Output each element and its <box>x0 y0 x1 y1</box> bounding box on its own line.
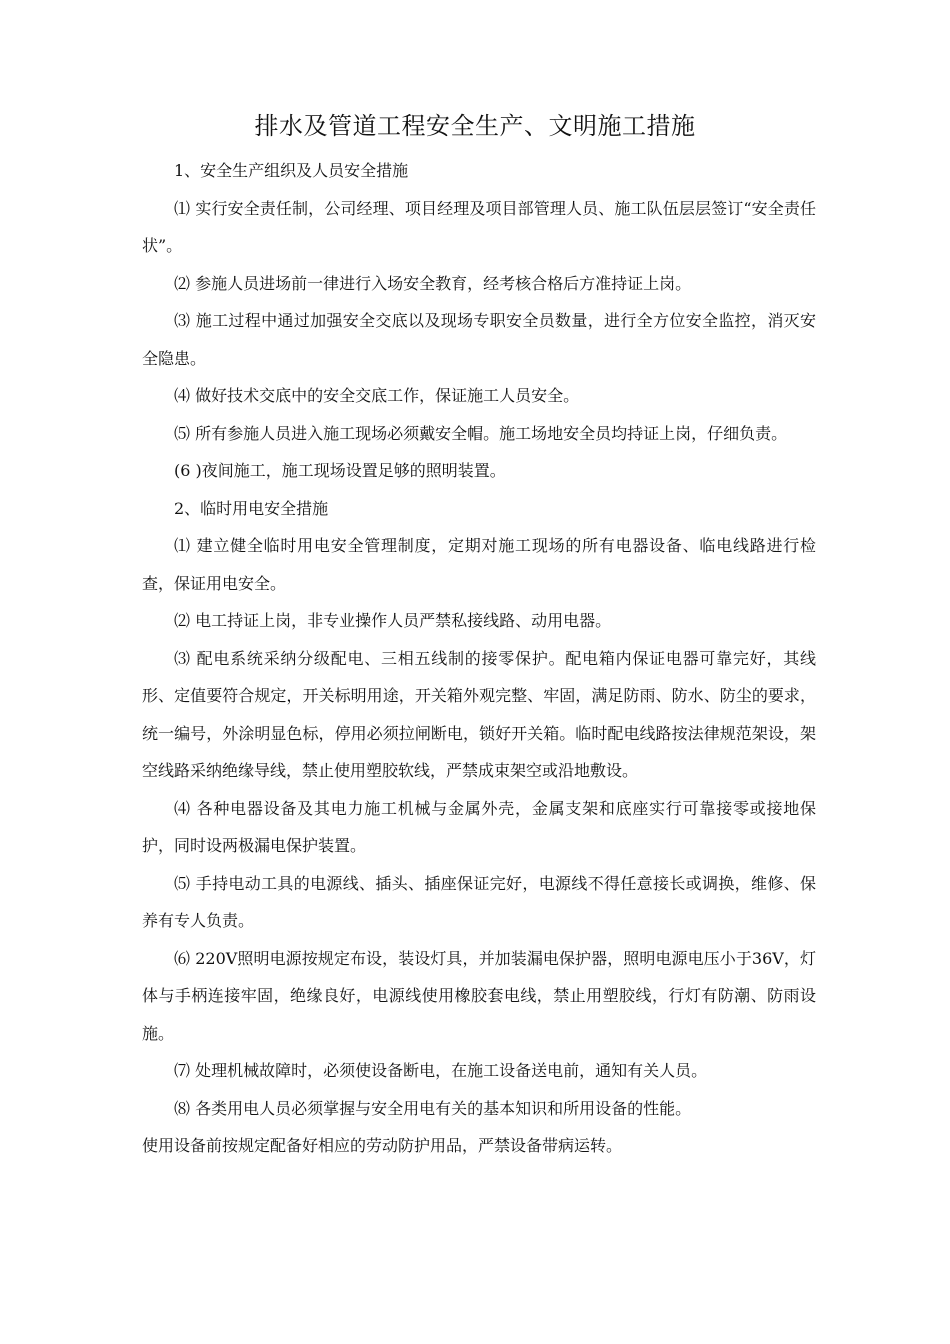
paragraph: ⑸ 所有参施人员进入施工现场必须戴安全帽。施工场地安全员均持证上岗，仔细负责。 <box>174 423 788 443</box>
paragraph: ⑷ 做好技术交底中的安全交底工作，保证施工人员安全。 <box>174 386 580 405</box>
paragraph: ⑴ 建立健全临时用电安全管理制度，定期对施工现场的所有电器设备、临电线路进行检查，保证用电安全。 <box>142 536 816 593</box>
paragraph: ⑹ 220V照明电源按规定布设，装设灯具，并加装漏电保护器，照明电源电压小于36V，灯体与手柄连接牢固，绝缘良好，电源线使用橡胶套电线，禁止用塑胶线，行灯有防潮、防雨设施。 <box>142 948 816 1043</box>
paragraph: ⑻ 各类用电人员必须掌握与安全用电有关的基本知识和所用设备的性能。 <box>174 1098 692 1118</box>
paragraph: ⑵ 参施人员进场前一律进行入场安全教育，经考核合格后方准持证上岗。 <box>174 273 692 293</box>
paragraph: ⑶ 配电系统采纳分级配电、三相五线制的接零保护。配电箱内保证电器可靠完好，其线形、定值要符合规定，开关标明用途，开关箱外观完整、牢固，满足防雨、防水、防尘的要求，统一编号，外涂明显色标，停用必须拉闸断电，锁好开关箱。临时配电线路按法律规范架设，架空线路采纳绝缘导线，禁止使用塑胶软线，严禁成束架空或沿地敷设。 <box>142 648 816 780</box>
document-title: 排水及管道工程安全生产、文明施工措施 <box>254 112 696 140</box>
paragraph: ⑴ 实行安全责任制，公司经理、项目经理及项目部管理人员、施工队伍层层签订“安全责任状”。 <box>142 198 816 255</box>
paragraph: ⑵ 电工持证上岗，非专业操作人员严禁私接线路、动用电器。 <box>174 611 612 630</box>
paragraph: ⑸ 手持电动工具的电源线、插头、插座保证完好，电源线不得任意接长或调换，维修、保养有专人负责。 <box>142 873 816 930</box>
document-body <box>142 152 816 1165</box>
paragraph: ⑶ 施工过程中通过加强安全交底以及现场专职安全员数量，进行全方位安全监控，消灭安全隐患。 <box>142 311 816 368</box>
paragraph: 使用设备前按规定配备好相应的劳动防护用品，严禁设备带病运转。 <box>142 1136 623 1155</box>
paragraph: ⑺ 处理机械故障时，必须使设备断电，在施工设备送电前，通知有关人员。 <box>174 1061 708 1080</box>
section-heading-temporary-electricity: 2、临时用电安全措施 <box>174 498 329 518</box>
paragraph: (6 )夜间施工，施工现场设置足够的照明装置。 <box>174 461 506 480</box>
paragraph: ⑷ 各种电器设备及其电力施工机械与金属外壳，金属支架和底座实行可靠接零或接地保护，同时设两极漏电保护装置。 <box>142 798 816 855</box>
section-heading-safety-organization: 1、安全生产组织及人员安全措施 <box>174 161 409 180</box>
